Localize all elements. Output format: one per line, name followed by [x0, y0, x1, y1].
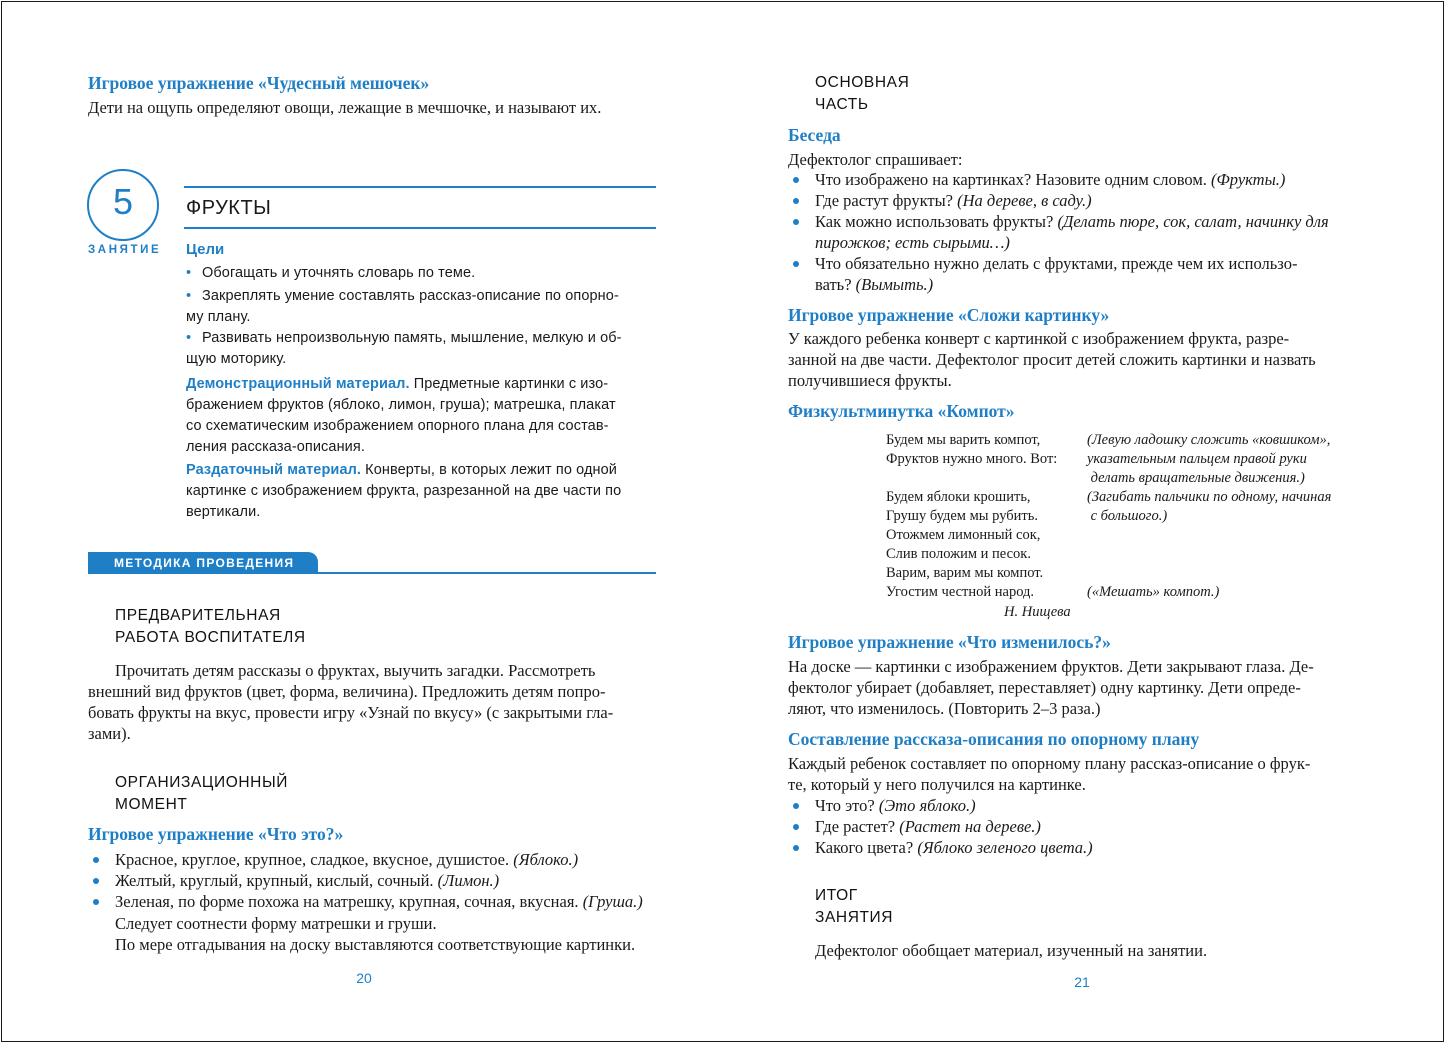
- prelim-line: Прочитать детям рассказы о фруктах, выучить загадки. Рассмотреть: [115, 661, 596, 680]
- goal-item: Развивать непроизвольную память, мышление, мелкую и об-: [202, 330, 622, 346]
- prelim-line: внешний вид фруктов (цвет, форма, величина). Предложить детям попро-: [88, 682, 606, 701]
- goal-item-cont: му плану.: [186, 309, 251, 325]
- handout-label: Раздаточный материал.: [186, 462, 362, 478]
- story-line: те, который у него получился на картинке.: [788, 775, 1086, 794]
- bullet: [93, 857, 99, 863]
- title-rule-bottom: [184, 227, 656, 229]
- lesson-label: ЗАНЯТИЕ: [88, 244, 162, 256]
- bullet: [793, 824, 799, 830]
- story-line: Каждый ребенок составляет по опорному плану рассказ-описание о фрук-: [788, 754, 1311, 773]
- book-spread: [1, 1, 1444, 1042]
- method-rule: [88, 572, 656, 574]
- prelim-line: бовать фрукты на вкус, провести игру «Узнай по вкусу» (с закрытыми гла-: [88, 703, 614, 722]
- poem-line: Будем мы варить компот,: [886, 432, 1041, 448]
- talk-heading: Беседа: [788, 125, 841, 145]
- handout-line: картинке с изображением фрукта, разрезанной на две части по: [186, 483, 622, 499]
- story-heading: Составление рассказа-описания по опорному плану: [788, 729, 1200, 749]
- talk-item: Где растут фрукты? (На дереве, в саду.): [815, 191, 1092, 210]
- bullet: [793, 803, 799, 809]
- story-item: Где растет? (Растет на дереве.): [815, 817, 1041, 836]
- summary-text: Дефектолог обобщает материал, изученный на занятии.: [815, 941, 1208, 960]
- bullet: [793, 198, 799, 204]
- changed-line: ляют, что изменилось. (Повторить 2–3 раза.): [788, 699, 1101, 718]
- goal-bullet: •: [186, 265, 192, 281]
- goal-item: Обогащать и уточнять словарь по теме.: [202, 265, 476, 281]
- story-item: Что это? (Это яблоко.): [815, 796, 976, 815]
- talk-intro: Дефектолог спрашивает:: [788, 150, 963, 169]
- puzzle-line: получившиеся фрукты.: [788, 371, 952, 390]
- prelim-heading: РАБОТА ВОСПИТАТЕЛЯ: [115, 629, 306, 646]
- poem-action: («Мешать» компот.): [1087, 584, 1220, 600]
- poem-line: Фруктов нужно много. Вот:: [886, 451, 1058, 467]
- demo-line: Предметные картинки с изо-: [409, 376, 609, 392]
- poem-action: указательным пальцем правой руки: [1087, 451, 1307, 467]
- org-heading: МОМЕНТ: [115, 796, 188, 813]
- puzzle-line: У каждого ребенка конверт с картинкой с изображением фрукта, разре-: [788, 329, 1290, 348]
- story-item: Какого цвета? (Яблоко зеленого цвета.): [815, 838, 1093, 857]
- summary-heading: ЗАНЯТИЯ: [815, 909, 894, 926]
- prelim-heading: ПРЕДВАРИТЕЛЬНАЯ: [115, 607, 281, 624]
- poem-line: Варим, варим мы компот.: [886, 565, 1044, 581]
- demo-line: со схематическим изображением опорного плана для состав-: [186, 418, 609, 434]
- game2-heading: Игровое упражнение «Что это?»: [88, 824, 344, 844]
- poem-author: Н. Нищева: [1004, 604, 1071, 620]
- poem-line: Угостим честной народ.: [886, 584, 1035, 600]
- poem-action: (Загибать пальчики по одному, начиная: [1087, 489, 1332, 505]
- game2-item: Желтый, круглый, крупный, кислый, сочный. (Лимон.): [115, 871, 500, 890]
- org-heading: ОРГАНИЗАЦИОННЫЙ: [115, 774, 289, 791]
- bullet: [793, 219, 799, 225]
- talk-item: Что изображено на картинках? Назовите одним словом. (Фрукты.): [815, 170, 1286, 189]
- talk-item-cont: пирожков; есть сырыми…): [815, 233, 1010, 252]
- game1-heading: Игровое упражнение «Чудесный мешочек»: [88, 73, 430, 93]
- game1-text: Дети на ощупь определяют овощи, лежащие в мечшочке, и называют их.: [88, 98, 602, 117]
- demo-material: [186, 374, 608, 395]
- bullet: [93, 878, 99, 884]
- lesson-number: 5: [112, 181, 134, 222]
- goal-item: Закреплять умение составлять рассказ-описание по опорно-: [202, 288, 619, 304]
- goal-bullet: •: [186, 330, 192, 346]
- demo-label: Демонстрационный материал.: [186, 376, 410, 392]
- poem-line: Будем яблоки крошить,: [886, 489, 1031, 505]
- game2-tail: По мере отгадывания на доску выставляются соответствующие картинки.: [115, 935, 636, 954]
- poem-action: делать вращательные движения.): [1087, 470, 1305, 486]
- puzzle-line: занной на две части. Дефектолог просит детей сложить картинки и назвать: [788, 350, 1316, 369]
- game2-tail: Следует соотнести форму матрешки и груши.: [115, 914, 437, 933]
- changed-line: фектолог убирает (добавляет, переставляет) одну картинку. Дети опреде-: [788, 678, 1301, 697]
- title-rule-top: [184, 186, 656, 188]
- poem-line: Отожмем лимонный сок,: [886, 527, 1041, 543]
- page-number-left: 20: [356, 970, 372, 986]
- handout-line: вертикали.: [186, 504, 261, 520]
- lesson-title: ФРУКТЫ: [186, 197, 272, 219]
- bullet: [93, 899, 99, 905]
- changed-heading: Игровое упражнение «Что изменилось?»: [788, 632, 1111, 652]
- goal-item-cont: щую моторику.: [186, 351, 287, 367]
- game2-item: Красное, круглое, крупное, сладкое, вкусное, душистое. (Яблоко.): [115, 850, 579, 869]
- talk-item: Что обязательно нужно делать с фруктами, прежде чем их использо-: [815, 254, 1298, 273]
- main-heading: ОСНОВНАЯ: [815, 74, 910, 91]
- main-heading: ЧАСТЬ: [815, 96, 869, 113]
- bullet: [793, 177, 799, 183]
- poem-action: (Левую ладошку сложить «ковшиком»,: [1087, 432, 1331, 448]
- prelim-line: зами).: [88, 724, 131, 743]
- bullet: [793, 845, 799, 851]
- handout-line: Конверты, в которых лежит по одной: [361, 462, 618, 478]
- phys-heading: Физкультминутка «Компот»: [788, 401, 1015, 421]
- poem-line: Слив положим и песок.: [886, 546, 1031, 562]
- poem-action: с большого.): [1087, 508, 1168, 524]
- page-number-right: 21: [1074, 974, 1090, 990]
- puzzle-heading: Игровое упражнение «Сложи картинку»: [788, 305, 1110, 325]
- bullet: [793, 261, 799, 267]
- game2-item: Зеленая, по форме похожа на матрешку, крупная, сочная, вкусная. (Груша.): [115, 892, 643, 911]
- talk-item: Как можно использовать фрукты? (Делать пюре, сок, салат, начинку для: [815, 212, 1329, 231]
- handout-material: [186, 460, 617, 481]
- poem-line: Грушу будем мы рубить.: [886, 508, 1038, 524]
- method-tab-label: МЕТОДИКА ПРОВЕДЕНИЯ: [114, 556, 295, 570]
- demo-line: ления рассказа-описания.: [186, 439, 365, 455]
- demo-line: бражением фруктов (яблоко, лимон, груша); матрешка, плакат: [186, 397, 616, 413]
- summary-heading: ИТОГ: [815, 887, 858, 904]
- changed-line: На доске — картинки с изображением фруктов. Дети закрывают глаза. Де-: [788, 657, 1314, 676]
- goal-bullet: •: [186, 288, 192, 304]
- goals-heading: Цели: [186, 241, 225, 258]
- talk-item-cont: вать? (Вымыть.): [815, 275, 934, 294]
